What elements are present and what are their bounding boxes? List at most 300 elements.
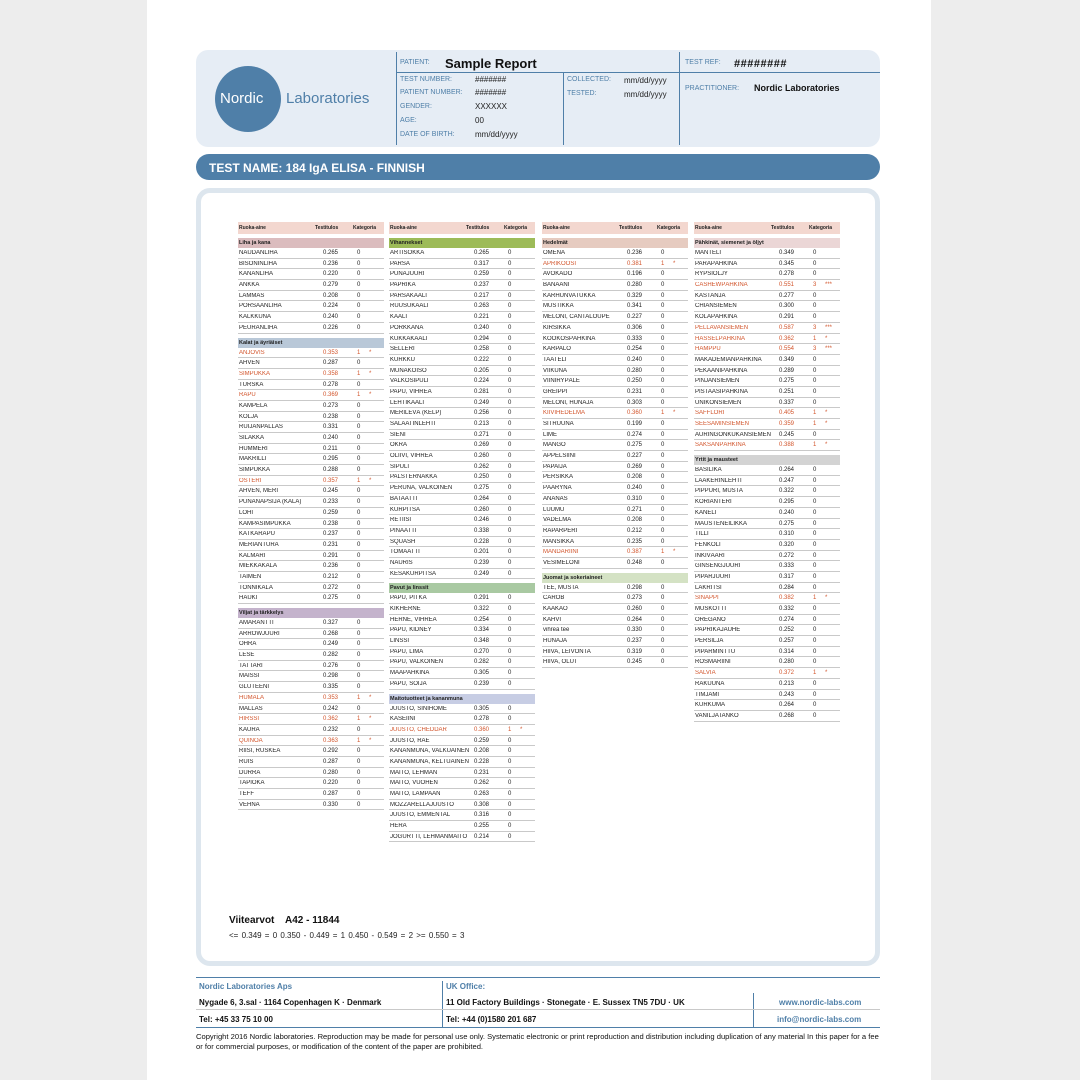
food-name: PEKAANIPÄHKINÄ <box>695 367 748 374</box>
results-column <box>694 222 840 722</box>
result-value: 0.246 <box>474 517 490 524</box>
result-value: 0.274 <box>779 616 795 623</box>
result-category: 0 <box>813 431 817 438</box>
result-value: 0.316 <box>474 812 490 819</box>
food-name: TATTARI <box>239 662 263 669</box>
result-row <box>389 323 535 334</box>
result-row <box>389 778 535 789</box>
result-row <box>694 419 840 430</box>
food-name: FENKOLI <box>695 541 721 548</box>
result-row <box>542 301 688 312</box>
result-row <box>389 494 535 505</box>
result-category: 0 <box>508 758 512 765</box>
result-category: 0 <box>661 584 665 591</box>
result-value: 0.236 <box>627 250 643 256</box>
result-category: 0 <box>357 282 361 289</box>
food-name: VIIKUNA <box>543 367 568 374</box>
result-value: 0.345 <box>779 260 795 267</box>
column-header-result: Testitulos <box>771 225 795 231</box>
result-row <box>542 494 688 505</box>
result-category: 0 <box>661 271 665 278</box>
result-category: 1 <box>813 442 817 449</box>
result-row <box>238 572 384 583</box>
result-category: 0 <box>661 335 665 342</box>
result-category: 0 <box>813 388 817 395</box>
result-row <box>389 537 535 548</box>
food-name: SAKSANPÄHKINÄ <box>695 442 746 449</box>
result-category: 0 <box>813 659 817 666</box>
result-value: 0.341 <box>627 303 643 310</box>
result-row <box>542 334 688 345</box>
result-row <box>542 312 688 323</box>
result-category: 0 <box>813 488 817 495</box>
food-name: KASEIINI <box>390 716 416 723</box>
age-value: 00 <box>475 116 484 125</box>
food-name: MUSKOTTI <box>695 606 726 612</box>
result-value: 0.233 <box>323 499 339 506</box>
test-name-bar <box>196 154 880 180</box>
header-divider <box>679 52 680 145</box>
result-row <box>542 647 688 658</box>
result-category: 1 <box>357 716 361 723</box>
report-page <box>147 0 931 1080</box>
result-category: 0 <box>357 303 361 310</box>
result-category: 0 <box>357 769 361 776</box>
result-row <box>238 583 384 594</box>
result-row <box>694 408 840 419</box>
result-category: 1 <box>813 670 817 677</box>
result-value: 0.335 <box>323 684 339 691</box>
result-category: 0 <box>357 758 361 765</box>
result-row <box>389 558 535 569</box>
result-category: 0 <box>357 531 361 538</box>
result-value: 0.334 <box>474 627 490 634</box>
result-row <box>389 604 535 615</box>
food-name: LIME <box>543 431 558 438</box>
result-value: 0.388 <box>779 442 795 449</box>
result-category: 1 <box>813 595 817 602</box>
food-name: AVOKADO <box>543 271 573 278</box>
result-category: 0 <box>357 381 361 388</box>
result-stars: * <box>673 410 676 417</box>
result-row <box>238 301 384 312</box>
tested-value: mm/dd/yyyy <box>624 90 667 99</box>
result-value: 0.238 <box>323 413 339 420</box>
result-row <box>238 639 384 650</box>
food-name: AMARANTTI <box>239 620 274 626</box>
result-value: 0.317 <box>474 260 490 267</box>
result-value: 0.259 <box>474 737 490 744</box>
food-name: KOLJA <box>239 413 259 420</box>
result-value: 0.239 <box>474 559 490 566</box>
result-category: 0 <box>357 791 361 797</box>
result-row <box>238 291 384 302</box>
result-row <box>694 248 840 259</box>
result-value: 0.275 <box>779 378 795 385</box>
result-value: 0.208 <box>627 517 643 524</box>
result-row <box>389 430 535 441</box>
result-category: 0 <box>508 314 512 321</box>
result-row <box>389 259 535 270</box>
result-stars: * <box>369 349 372 356</box>
result-category: 0 <box>508 282 512 289</box>
result-row <box>542 323 688 334</box>
result-row <box>238 323 384 334</box>
dob-label: DATE OF BIRTH: <box>400 131 455 138</box>
age-label: AGE: <box>400 117 417 124</box>
food-name: RYPSIÖLJY <box>695 271 728 278</box>
result-category: 0 <box>357 748 361 755</box>
result-category: 0 <box>508 292 512 299</box>
result-value: 0.269 <box>474 442 490 449</box>
result-category: 0 <box>357 292 361 299</box>
food-name: SILAKKA <box>239 435 265 441</box>
result-stars: * <box>369 716 372 723</box>
food-name: MUNAKOISO <box>390 367 427 374</box>
column-header <box>238 222 384 234</box>
practitioner-value: Nordic Laboratories <box>754 83 840 93</box>
header-divider <box>563 72 564 145</box>
food-name: KAAKAO <box>543 606 568 612</box>
food-name: KIKHERNE <box>390 606 421 612</box>
result-category: 0 <box>508 303 512 310</box>
result-row <box>694 334 840 345</box>
result-value: 0.260 <box>474 506 490 513</box>
result-row <box>389 280 535 291</box>
result-row <box>238 551 384 562</box>
result-category: 1 <box>357 370 361 377</box>
footer-website-link[interactable]: www.nordic-labs.com <box>779 998 862 1007</box>
result-row <box>694 583 840 594</box>
food-name: MAKADEMIANPÄHKINÄ <box>695 356 762 363</box>
result-row <box>542 472 688 483</box>
food-name: CASHEWPÄHKINÄ <box>695 282 748 289</box>
result-category: 0 <box>813 509 817 516</box>
result-row <box>238 789 384 800</box>
result-value: 0.264 <box>627 616 643 623</box>
result-category: 0 <box>508 367 512 374</box>
result-category: 0 <box>357 402 361 409</box>
food-name: TAATELI <box>543 356 567 363</box>
results-column <box>389 222 535 842</box>
tested-label: TESTED: <box>567 90 597 97</box>
food-name: ARROWJUURI <box>239 630 280 637</box>
food-name: KASTANJA <box>695 292 726 299</box>
result-category: 0 <box>661 421 665 427</box>
result-category: 0 <box>813 367 817 374</box>
food-name: UNIKONSIEMEN <box>695 399 742 406</box>
result-row <box>542 248 688 259</box>
result-value: 0.228 <box>474 758 490 765</box>
food-name: MAITO, VUOHEN <box>390 780 438 787</box>
food-name: PALSTERNAKKA <box>390 474 438 481</box>
food-name: KANELI <box>695 509 717 516</box>
result-row <box>238 358 384 369</box>
result-value: 0.381 <box>627 260 643 267</box>
food-name: PINJANSIEMEN <box>695 378 740 385</box>
result-category: 0 <box>508 559 512 566</box>
result-value: 0.357 <box>323 477 339 484</box>
result-category: 0 <box>357 662 361 669</box>
result-row <box>389 312 535 323</box>
result-category: 0 <box>357 260 361 267</box>
result-value: 0.263 <box>474 303 490 310</box>
result-value: 0.240 <box>627 485 643 492</box>
food-name: KAMPASIMPUKKA <box>239 520 291 527</box>
food-name: MANSIKKA <box>543 538 575 545</box>
food-name: RAPARPERI <box>543 527 578 534</box>
result-value: 0.208 <box>474 748 490 755</box>
result-category: 0 <box>661 527 665 534</box>
group-header: Pavut ja linssit <box>389 583 535 593</box>
result-value: 0.201 <box>474 549 490 556</box>
food-name: MUSTIKKA <box>543 303 574 310</box>
result-value: 0.238 <box>323 520 339 527</box>
column-header-category: Kategoria <box>353 225 377 231</box>
food-name: NAUDANLIHA <box>239 250 278 256</box>
result-value: 0.263 <box>474 791 490 797</box>
result-value: 0.237 <box>627 638 643 645</box>
result-category: 0 <box>508 833 512 840</box>
result-row <box>389 248 535 259</box>
result-row <box>389 736 535 747</box>
result-row <box>389 291 535 302</box>
column-header-food: Ruoka-aine <box>239 225 266 231</box>
food-name: KARHUNVATUKKA <box>543 292 596 299</box>
food-name: KAALI <box>390 314 408 321</box>
result-value: 0.237 <box>323 531 339 538</box>
result-row <box>542 593 688 604</box>
result-row <box>389 615 535 626</box>
food-name: PERSIKKA <box>543 474 574 481</box>
result-category: 0 <box>508 595 512 602</box>
food-name: LINSSI <box>390 638 410 645</box>
result-value: 0.322 <box>474 606 490 612</box>
result-category: 1 <box>357 477 361 484</box>
result-row <box>694 711 840 722</box>
result-value: 0.348 <box>474 638 490 645</box>
result-category: 0 <box>357 456 361 463</box>
result-row <box>238 508 384 519</box>
result-category: 0 <box>357 595 361 602</box>
result-row <box>238 661 384 672</box>
result-value: 0.295 <box>779 499 795 506</box>
result-stars: * <box>825 595 828 602</box>
result-category: 0 <box>508 549 512 556</box>
result-value: 0.273 <box>323 402 339 409</box>
result-category: 0 <box>661 538 665 545</box>
results-panel <box>196 188 880 966</box>
food-name: PERSILJA <box>695 638 724 645</box>
food-name: KOOKOSPÄHKINÄ <box>543 335 596 342</box>
food-name: MELONI, HUNAJA <box>543 399 594 406</box>
result-row <box>542 537 688 548</box>
food-name: BASILIKA <box>695 467 722 474</box>
result-value: 0.227 <box>627 314 643 321</box>
result-category: 0 <box>508 648 512 655</box>
result-row <box>238 778 384 789</box>
column-header-result: Testitulos <box>466 225 490 231</box>
result-row <box>389 355 535 366</box>
result-category: 0 <box>661 616 665 623</box>
result-category: 0 <box>813 702 817 709</box>
result-stars: * <box>369 392 372 399</box>
food-name: LUUMU <box>543 506 565 513</box>
food-name: MANTELI <box>695 250 722 256</box>
result-category: 0 <box>813 541 817 548</box>
footer-email-link[interactable]: info@nordic-labs.com <box>777 1015 862 1024</box>
food-name: SALVIA <box>695 670 716 677</box>
result-category: 0 <box>661 495 665 502</box>
food-name: TEE, MUSTA <box>543 584 579 591</box>
result-value: 0.268 <box>323 630 339 637</box>
result-value: 0.319 <box>627 648 643 655</box>
result-category: 0 <box>813 292 817 299</box>
food-name: VALKOSIPULI <box>390 378 429 385</box>
food-name: KAURA <box>239 726 260 733</box>
food-name: HUNAJA <box>543 638 568 645</box>
result-row <box>238 433 384 444</box>
result-row <box>694 700 840 711</box>
patient-label: PATIENT: <box>400 59 430 66</box>
result-value: 0.278 <box>323 381 339 388</box>
result-value: 0.282 <box>474 659 490 666</box>
copyright-notice: Copyright 2016 Nordic laboratories. Reproduction may be made for personal use only. Systematic electronic or print reproduction and distribution including duplication of any material In this paper for a fee or for commercial purposes, or modification of the content of the paper are prohibited. <box>196 1032 879 1051</box>
result-category: 0 <box>813 680 817 687</box>
patient-number-value: ####### <box>475 88 507 97</box>
result-value: 0.262 <box>474 780 490 787</box>
result-stars: * <box>369 477 372 484</box>
result-category: 0 <box>661 627 665 634</box>
result-value: 0.382 <box>779 595 795 602</box>
result-category: 0 <box>813 712 817 719</box>
result-row <box>694 572 840 583</box>
result-row <box>542 291 688 302</box>
result-row <box>389 725 535 736</box>
result-category: 0 <box>661 442 665 449</box>
result-row <box>238 746 384 757</box>
result-category: 0 <box>661 474 665 481</box>
food-name: KANANMUNA, KELTUAINEN <box>390 758 469 765</box>
result-row <box>542 408 688 419</box>
result-category: 0 <box>357 509 361 516</box>
result-category: 0 <box>661 346 665 353</box>
food-name: TEFF <box>239 791 254 797</box>
result-row <box>238 629 384 640</box>
food-name: TURSKA <box>239 381 264 388</box>
result-row <box>694 497 840 508</box>
result-value: 0.330 <box>627 627 643 634</box>
result-row <box>238 693 384 704</box>
result-value: 0.284 <box>779 584 795 591</box>
result-row <box>389 483 535 494</box>
result-value: 0.235 <box>627 538 643 545</box>
result-value: 0.245 <box>323 488 339 495</box>
column-header <box>694 222 840 234</box>
column-header-category: Kategoria <box>809 225 833 231</box>
result-row <box>238 618 384 629</box>
food-name: KURKKU <box>390 356 416 363</box>
food-name: MAAPÄHKINÄ <box>390 670 430 677</box>
result-row <box>389 668 535 679</box>
result-stars: * <box>825 335 828 342</box>
result-value: 0.199 <box>627 421 643 427</box>
food-name: OHRA <box>239 641 257 648</box>
logo-text-nordic: Nordic <box>220 90 264 107</box>
result-row <box>238 593 384 604</box>
result-category: 0 <box>508 659 512 666</box>
result-value: 0.220 <box>323 780 339 787</box>
result-row <box>542 615 688 626</box>
result-category: 0 <box>357 552 361 559</box>
result-row <box>694 615 840 626</box>
food-name: PÄÄRYNÄ <box>543 485 572 492</box>
result-category: 0 <box>508 769 512 776</box>
food-name: KANANMUNA, VALKUAINEN <box>390 748 470 755</box>
result-value: 0.303 <box>627 399 643 406</box>
food-name: GLUTEENI <box>239 684 270 691</box>
reference-scale: <= 0.349 = 0 0.350 - 0.449 = 1 0.450 - 0.549 = 2 >= 0.550 = 3 <box>229 931 465 940</box>
result-row <box>542 604 688 615</box>
result-value: 0.212 <box>627 527 643 534</box>
food-name: BATAATTI <box>390 495 418 502</box>
result-row <box>389 832 535 843</box>
result-value: 0.338 <box>474 527 490 534</box>
result-category: 0 <box>508 495 512 502</box>
gender-value: XXXXXX <box>475 102 508 111</box>
result-category: 0 <box>508 801 512 808</box>
footer-company: Nordic Laboratories Aps <box>199 982 293 991</box>
result-category: 0 <box>508 823 512 830</box>
result-category: 0 <box>813 356 817 363</box>
result-category: 0 <box>661 282 665 289</box>
result-category: 0 <box>661 431 665 438</box>
result-row <box>694 690 840 701</box>
result-category: 0 <box>357 573 361 580</box>
food-name: SEESAMINSIEMEN <box>695 421 750 427</box>
result-row <box>542 462 688 473</box>
result-row <box>542 625 688 636</box>
result-category: 0 <box>508 271 512 278</box>
result-row <box>542 430 688 441</box>
result-value: 0.213 <box>779 680 795 687</box>
food-name: RUUSUKAALI <box>390 303 429 310</box>
test-number-label: TEST NUMBER: <box>400 76 452 83</box>
result-category: 0 <box>813 314 817 321</box>
result-row <box>389 366 535 377</box>
result-row <box>694 508 840 519</box>
footer-divider <box>196 977 880 978</box>
result-row <box>542 483 688 494</box>
result-category: 0 <box>813 271 817 278</box>
collected-value: mm/dd/yyyy <box>624 76 667 85</box>
food-name: GINSENGJUURI <box>695 563 741 570</box>
food-name: OREGANO <box>695 616 726 623</box>
result-category: 0 <box>661 378 665 385</box>
result-category: 0 <box>508 680 512 687</box>
food-name: HIIVA, OLUT <box>543 659 578 666</box>
result-row <box>694 344 840 355</box>
result-value: 0.551 <box>779 282 795 289</box>
result-category: 0 <box>357 620 361 626</box>
result-row <box>542 355 688 366</box>
result-row <box>389 515 535 526</box>
result-category: 0 <box>813 520 817 527</box>
result-category: 3 <box>813 324 817 331</box>
food-name: PELLAVANSIEMEN <box>695 324 749 331</box>
result-row <box>542 583 688 594</box>
result-value: 0.279 <box>323 282 339 289</box>
